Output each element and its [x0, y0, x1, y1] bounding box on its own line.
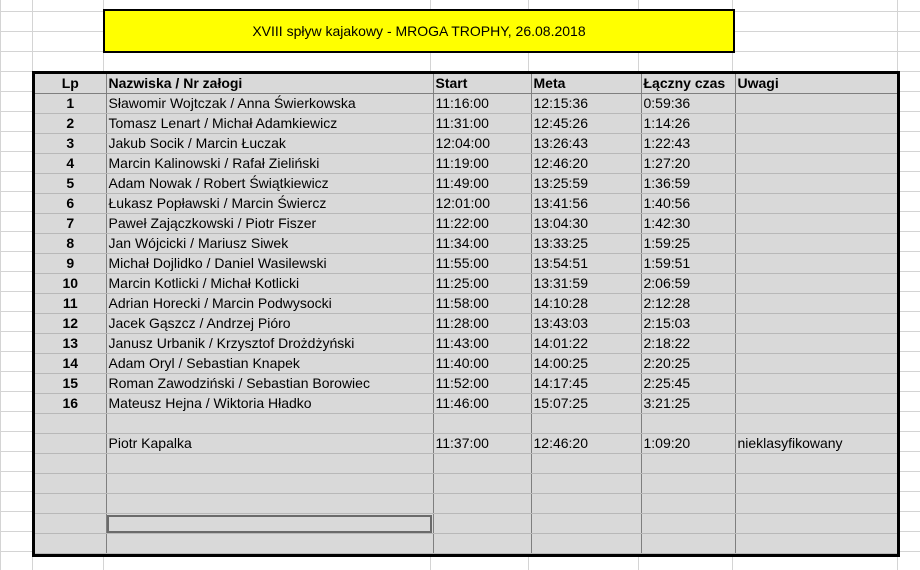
cell-start[interactable] [433, 474, 531, 494]
cell-lp[interactable]: 3 [35, 134, 106, 154]
cell-lp[interactable]: 7 [35, 214, 106, 234]
cell-lp[interactable]: 12 [35, 314, 106, 334]
cell-lp[interactable]: 5 [35, 174, 106, 194]
table-row [35, 134, 897, 154]
cell-start[interactable] [433, 454, 531, 474]
cell-start[interactable] [433, 494, 531, 514]
cell-start[interactable]: 11:34:00 [433, 234, 531, 254]
cell-total-time[interactable]: 1:22:43 [641, 134, 735, 154]
empty-row [35, 534, 897, 554]
cell-total-time[interactable]: 1:14:26 [641, 114, 735, 134]
cell-total-time[interactable]: 2:18:22 [641, 334, 735, 354]
cell-meta[interactable]: 13:31:59 [531, 274, 641, 294]
cell-start[interactable] [433, 414, 531, 434]
cell-notes[interactable] [735, 254, 897, 274]
cell-meta[interactable] [531, 494, 641, 514]
cell-notes[interactable] [735, 494, 897, 514]
cell-lp[interactable] [35, 414, 106, 434]
empty-row [35, 494, 897, 514]
cell-total-time[interactable] [641, 474, 735, 494]
cell-total-time[interactable] [641, 534, 735, 554]
cell-lp[interactable]: 10 [35, 274, 106, 294]
table-row [35, 314, 897, 334]
table-row-unclassified [35, 434, 897, 454]
cell-start[interactable]: 11:40:00 [433, 354, 531, 374]
cell-name[interactable]: Sławomir Wojtczak / Anna Świerkowska [106, 94, 433, 114]
cell-total-time[interactable]: 1:42:30 [641, 214, 735, 234]
cell-total-time[interactable]: 2:06:59 [641, 274, 735, 294]
cell-lp[interactable] [35, 434, 106, 454]
cell-start[interactable]: 11:16:00 [433, 94, 531, 114]
cell-notes[interactable] [735, 514, 897, 534]
cell-meta[interactable]: 12:45:26 [531, 114, 641, 134]
cell-start[interactable]: 11:55:00 [433, 254, 531, 274]
cell-name[interactable]: Łukasz Popławski / Marcin Świercz [106, 194, 433, 214]
cell-notes[interactable] [735, 314, 897, 334]
cell-lp[interactable]: 11 [35, 294, 106, 314]
cell-total-time[interactable]: 3:21:25 [641, 394, 735, 414]
cell-total-time[interactable]: 1:59:51 [641, 254, 735, 274]
cell-notes[interactable] [735, 214, 897, 234]
cell-notes[interactable] [735, 474, 897, 494]
table-row [35, 214, 897, 234]
cell-meta[interactable] [531, 454, 641, 474]
cell-lp[interactable]: 1 [35, 94, 106, 114]
cell-start[interactable]: 11:28:00 [433, 314, 531, 334]
cell-notes[interactable] [735, 454, 897, 474]
table-row [35, 334, 897, 354]
cell-start[interactable]: 11:43:00 [433, 334, 531, 354]
cell-name[interactable]: Adam Nowak / Robert Świątkiewicz [106, 174, 433, 194]
cell-total-time[interactable]: 2:25:45 [641, 374, 735, 394]
cell-meta[interactable]: 14:00:25 [531, 354, 641, 374]
cell-total-time[interactable] [641, 454, 735, 474]
cell-name[interactable]: Adrian Horecki / Marcin Podwysocki [106, 294, 433, 314]
cell-notes[interactable] [735, 294, 897, 314]
cell-notes[interactable] [735, 134, 897, 154]
table-row [35, 234, 897, 254]
cell-total-time[interactable]: 0:59:36 [641, 94, 735, 114]
cell-name[interactable] [106, 514, 433, 534]
cell-total-time[interactable] [641, 414, 735, 434]
table-row [35, 274, 897, 294]
cell-notes[interactable] [735, 534, 897, 554]
cell-lp[interactable] [35, 454, 106, 474]
table-row [35, 94, 897, 114]
cell-notes[interactable]: nieklasyfikowany [735, 434, 897, 454]
col-header-notes[interactable]: Uwagi [735, 74, 897, 94]
cell-notes[interactable] [735, 234, 897, 254]
cell-meta[interactable] [531, 534, 641, 554]
cell-meta[interactable]: 13:04:30 [531, 214, 641, 234]
cell-notes[interactable] [735, 274, 897, 294]
header-row [35, 74, 897, 94]
cell-name[interactable] [106, 494, 433, 514]
cell-name[interactable]: Jan Wójcicki / Mariusz Siwek [106, 234, 433, 254]
cell-meta[interactable]: 15:07:25 [531, 394, 641, 414]
cell-start[interactable]: 11:31:00 [433, 114, 531, 134]
cell-meta[interactable]: 12:15:36 [531, 94, 641, 114]
cell-name[interactable]: Mateusz Hejna / Wiktoria Hładko [106, 394, 433, 414]
cell-meta[interactable]: 13:54:51 [531, 254, 641, 274]
cell-start[interactable]: 11:25:00 [433, 274, 531, 294]
cell-lp[interactable]: 6 [35, 194, 106, 214]
empty-row [35, 414, 897, 434]
cell-lp[interactable] [35, 494, 106, 514]
cell-notes[interactable] [735, 194, 897, 214]
cell-total-time[interactable] [641, 494, 735, 514]
cell-total-time[interactable]: 1:59:25 [641, 234, 735, 254]
cell-name[interactable]: Jacek Gąszcz / Andrzej Pióro [106, 314, 433, 334]
cell-meta[interactable] [531, 514, 641, 534]
cell-notes[interactable] [735, 414, 897, 434]
cell-lp[interactable]: 13 [35, 334, 106, 354]
cell-name[interactable] [106, 454, 433, 474]
cell-name[interactable]: Roman Zawodziński / Sebastian Borowiec [106, 374, 433, 394]
cell-lp[interactable]: 9 [35, 254, 106, 274]
cell-lp[interactable] [35, 514, 106, 534]
table-row [35, 374, 897, 394]
cell-name[interactable]: Marcin Kotlicki / Michał Kotlicki [106, 274, 433, 294]
empty-row [35, 454, 897, 474]
cell-start[interactable] [433, 514, 531, 534]
title-banner[interactable] [103, 9, 735, 53]
cell-total-time[interactable]: 2:15:03 [641, 314, 735, 334]
cell-meta[interactable] [531, 474, 641, 494]
cell-start[interactable]: 11:49:00 [433, 174, 531, 194]
cell-notes[interactable] [735, 174, 897, 194]
cell-meta[interactable]: 13:26:43 [531, 134, 641, 154]
cell-total-time[interactable]: 1:27:20 [641, 154, 735, 174]
cell-start[interactable]: 12:01:00 [433, 194, 531, 214]
table-row [35, 354, 897, 374]
cell-start[interactable]: 12:04:00 [433, 134, 531, 154]
table-row [35, 254, 897, 274]
cell-name[interactable]: Michał Dojlidko / Daniel Wasilewski [106, 254, 433, 274]
cell-lp[interactable]: 15 [35, 374, 106, 394]
cell-notes[interactable] [735, 114, 897, 134]
table-row [35, 394, 897, 414]
cell-start[interactable]: 11:22:00 [433, 214, 531, 234]
table-row [35, 194, 897, 214]
cell-name[interactable]: Marcin Kalinowski / Rafał Zieliński [106, 154, 433, 174]
cell-meta[interactable]: 14:01:22 [531, 334, 641, 354]
cell-name[interactable]: Adam Oryl / Sebastian Knapek [106, 354, 433, 374]
col-header-name[interactable]: Nazwiska / Nr załogi [106, 74, 433, 94]
cell-meta[interactable]: 12:46:20 [531, 154, 641, 174]
cell-name[interactable] [106, 474, 433, 494]
col-header-start[interactable]: Start [433, 74, 531, 94]
cell-meta[interactable]: 13:41:56 [531, 194, 641, 214]
cell-total-time[interactable]: 1:36:59 [641, 174, 735, 194]
cell-total-time[interactable]: 1:09:20 [641, 434, 735, 454]
cell-start[interactable]: 11:46:00 [433, 394, 531, 414]
cell-notes[interactable] [735, 94, 897, 114]
cell-meta[interactable]: 14:10:28 [531, 294, 641, 314]
cell-name[interactable] [106, 534, 433, 554]
cell-notes[interactable] [735, 374, 897, 394]
cell-lp[interactable]: 14 [35, 354, 106, 374]
cell-lp[interactable] [35, 474, 106, 494]
page-title: XVIII spływ kajakowy - MROGA TROPHY, 26.08.2018 [252, 23, 586, 39]
cell-notes[interactable] [735, 394, 897, 414]
cell-lp[interactable]: 2 [35, 114, 106, 134]
cell-start[interactable]: 11:52:00 [433, 374, 531, 394]
cell-notes[interactable] [735, 354, 897, 374]
cell-meta[interactable]: 13:33:25 [531, 234, 641, 254]
cell-meta[interactable]: 12:46:20 [531, 434, 641, 454]
cell-name[interactable]: Paweł Zajączkowski / Piotr Fiszer [106, 214, 433, 234]
table-row [35, 114, 897, 134]
cell-total-time[interactable]: 1:40:56 [641, 194, 735, 214]
cell-notes[interactable] [735, 154, 897, 174]
cell-lp[interactable]: 4 [35, 154, 106, 174]
cell-total-time[interactable] [641, 514, 735, 534]
cell-meta[interactable]: 13:43:03 [531, 314, 641, 334]
cell-name[interactable]: Piotr Kapalka [106, 434, 433, 454]
results-sheet [32, 71, 900, 557]
cell-lp[interactable]: 16 [35, 394, 106, 414]
col-header-total-time[interactable]: Łączny czas [641, 74, 735, 94]
cell-meta[interactable] [531, 414, 641, 434]
cell-meta[interactable]: 14:17:45 [531, 374, 641, 394]
cell-meta[interactable]: 13:25:59 [531, 174, 641, 194]
cell-start[interactable] [433, 534, 531, 554]
cell-start[interactable]: 11:37:00 [433, 434, 531, 454]
results-table [35, 74, 897, 554]
col-header-meta[interactable]: Meta [531, 74, 641, 94]
cell-notes[interactable] [735, 334, 897, 354]
cell-total-time[interactable]: 2:20:25 [641, 354, 735, 374]
cell-lp[interactable]: 8 [35, 234, 106, 254]
cell-name[interactable]: Tomasz Lenart / Michał Adamkiewicz [106, 114, 433, 134]
table-row [35, 294, 897, 314]
cell-name[interactable] [106, 414, 433, 434]
cell-total-time[interactable]: 2:12:28 [641, 294, 735, 314]
col-header-lp[interactable]: Lp [35, 74, 106, 94]
cell-name[interactable]: Jakub Socik / Marcin Łuczak [106, 134, 433, 154]
table-row [35, 174, 897, 194]
cell-lp[interactable] [35, 534, 106, 554]
table-row [35, 154, 897, 174]
cell-name[interactable]: Janusz Urbanik / Krzysztof Drożdżyński [106, 334, 433, 354]
cell-start[interactable]: 11:19:00 [433, 154, 531, 174]
empty-row [35, 514, 897, 534]
empty-row [35, 474, 897, 494]
cell-start[interactable]: 11:58:00 [433, 294, 531, 314]
